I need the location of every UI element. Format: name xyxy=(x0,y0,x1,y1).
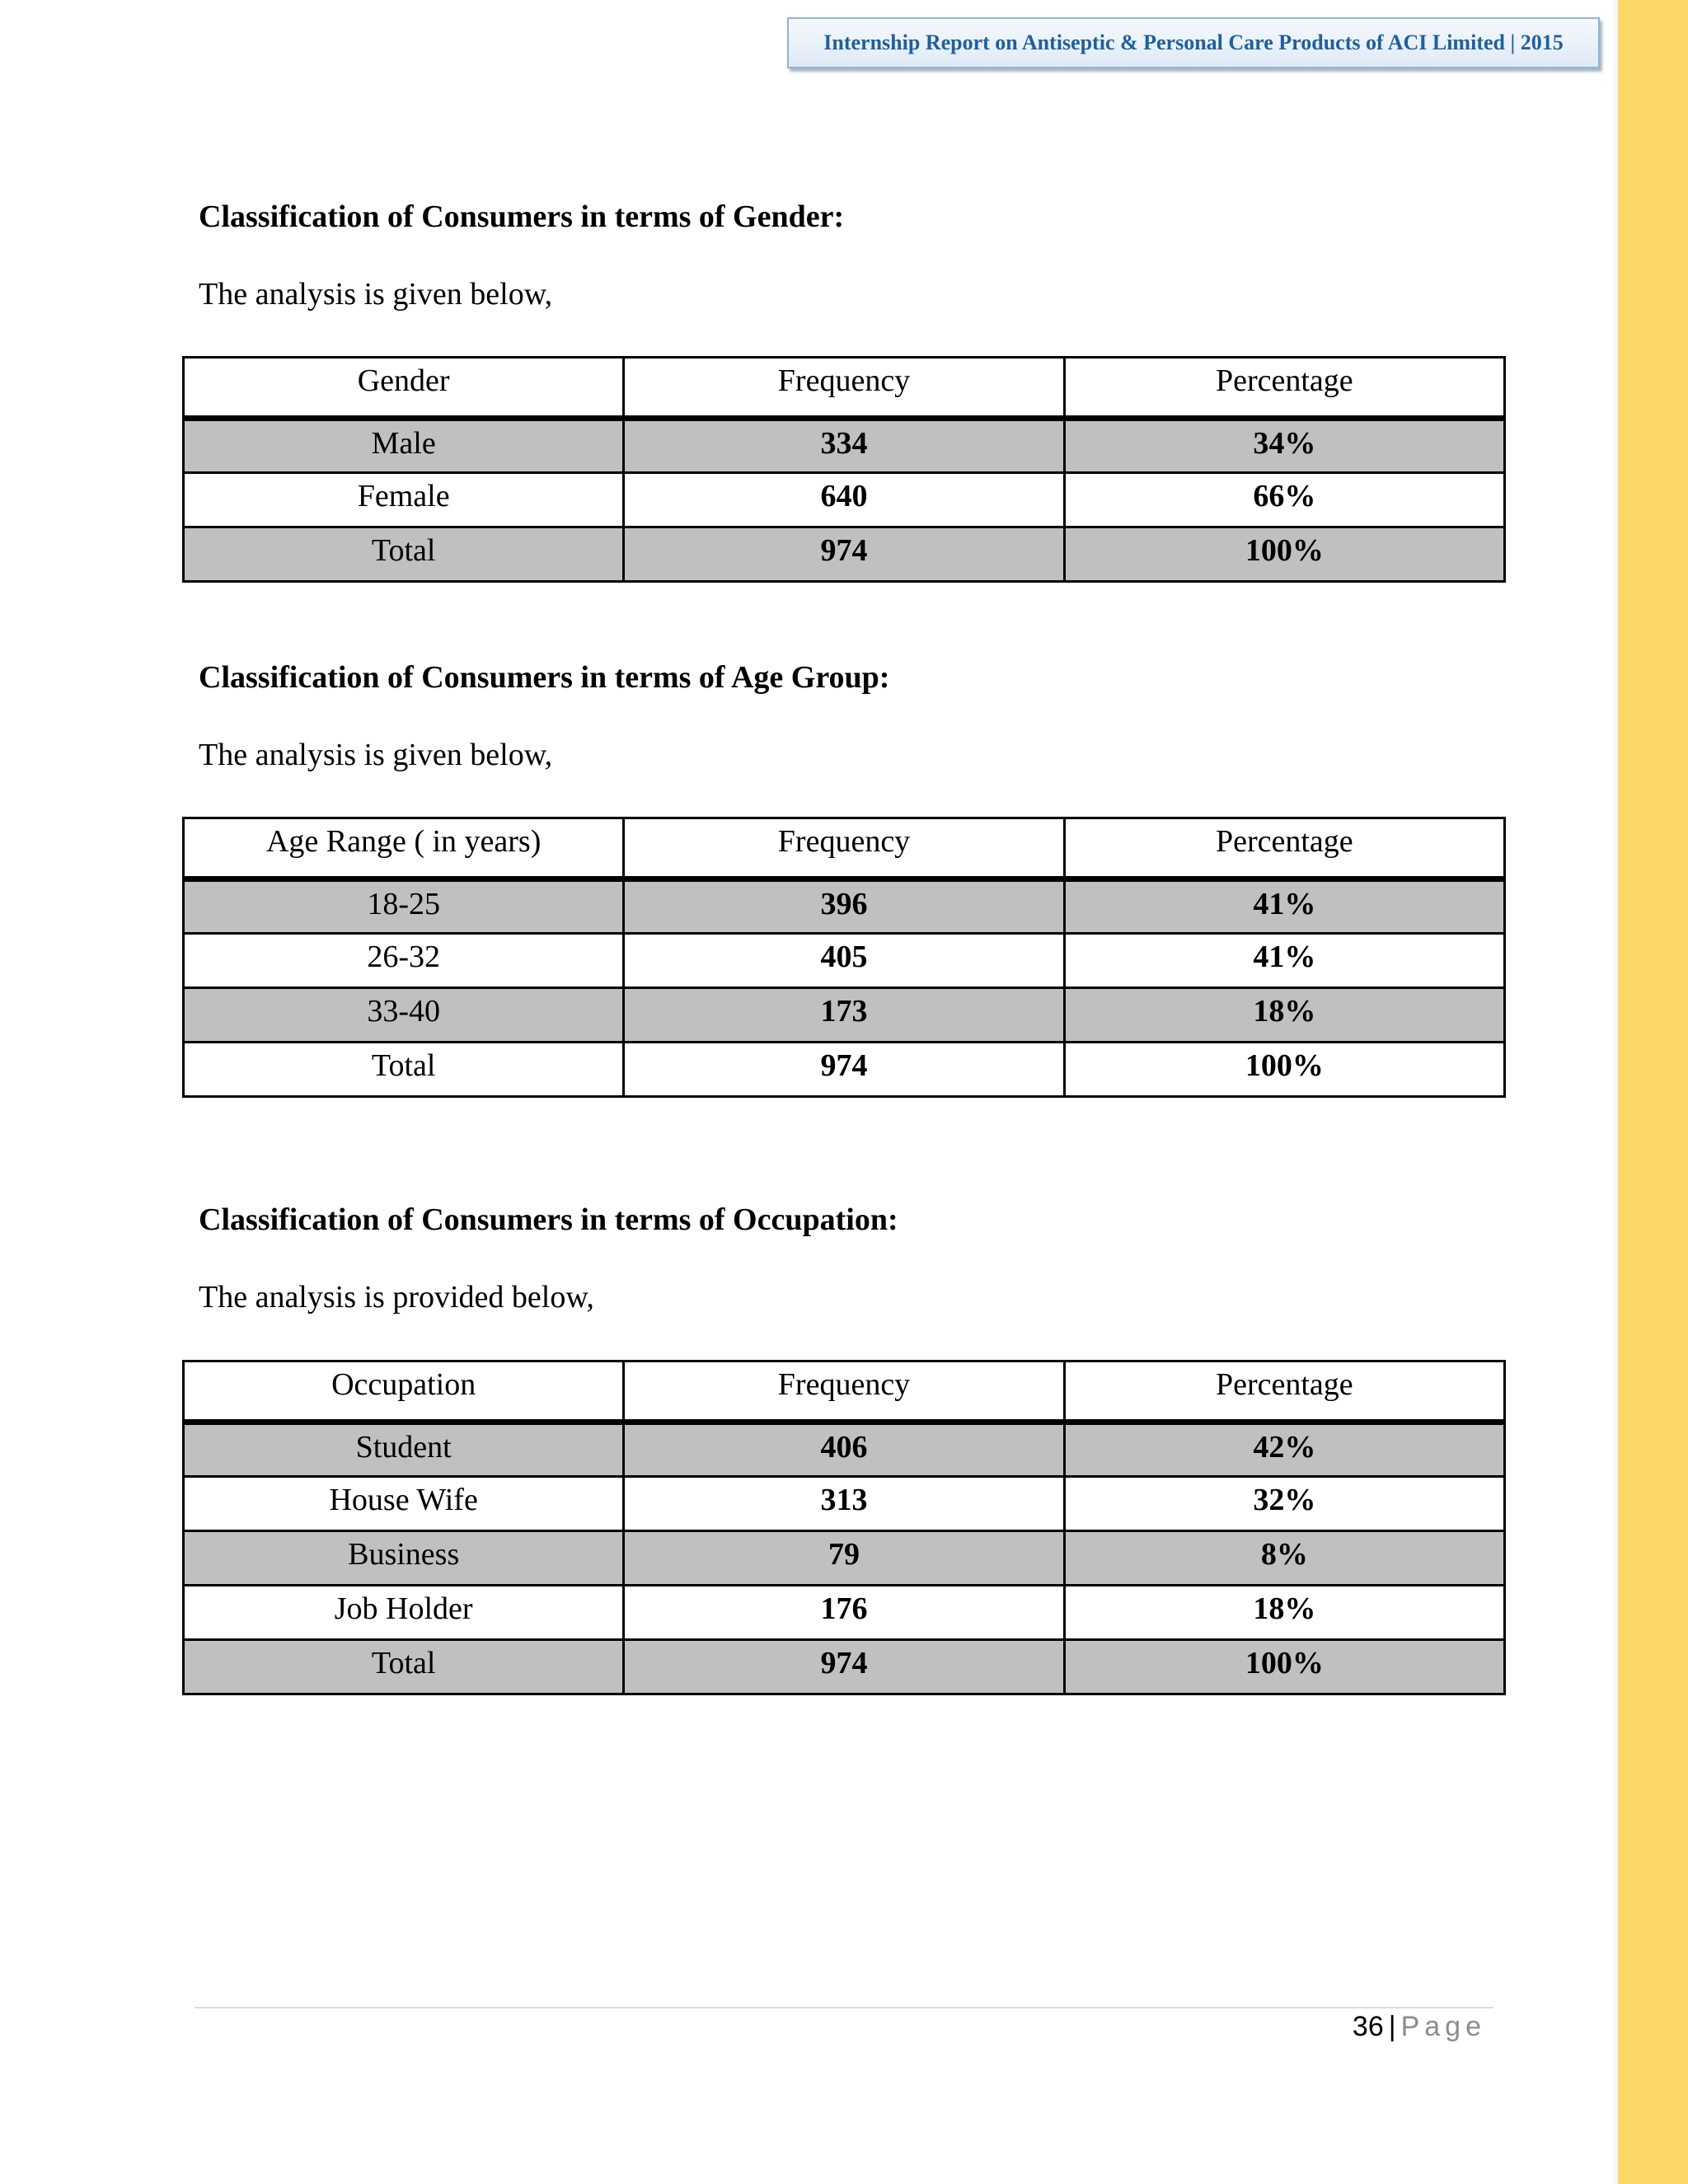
frequency-cell: 79 xyxy=(624,1531,1064,1586)
frequency-cell: 406 xyxy=(624,1422,1064,1477)
percentage-cell: 32% xyxy=(1064,1477,1504,1531)
frequency-cell: 176 xyxy=(624,1586,1064,1640)
percentage-cell: 18% xyxy=(1064,988,1504,1043)
row-label: 33-40 xyxy=(184,988,624,1043)
occupation-section-intro: The analysis is provided below, xyxy=(199,1280,594,1315)
frequency-cell: 974 xyxy=(624,527,1064,582)
table-row xyxy=(184,527,1505,582)
row-label: Total xyxy=(184,1043,624,1097)
frequency-cell: 974 xyxy=(624,1640,1064,1694)
percentage-cell: 41% xyxy=(1064,934,1504,988)
frequency-cell: 640 xyxy=(624,473,1064,527)
running-header xyxy=(787,17,1600,68)
table-row xyxy=(184,1477,1505,1531)
row-label: Job Holder xyxy=(184,1586,624,1640)
frequency-cell: 313 xyxy=(624,1477,1064,1531)
column-header: Frequency xyxy=(624,358,1064,419)
percentage-cell: 100% xyxy=(1064,527,1504,582)
footer-rule xyxy=(195,2007,1493,2008)
row-label: Total xyxy=(184,527,624,582)
percentage-cell: 66% xyxy=(1064,473,1504,527)
gender-section-intro: The analysis is given below, xyxy=(199,277,553,312)
column-header: Occupation xyxy=(184,1361,624,1422)
percentage-cell: 42% xyxy=(1064,1422,1504,1477)
table-header-row xyxy=(184,1361,1505,1422)
percentage-cell: 18% xyxy=(1064,1586,1504,1640)
row-label: 26-32 xyxy=(184,934,624,988)
row-label: Student xyxy=(184,1422,624,1477)
column-header: Age Range ( in years) xyxy=(184,818,624,879)
page-word: Page xyxy=(1400,2011,1486,2042)
column-header: Frequency xyxy=(624,1361,1064,1422)
column-header: Frequency xyxy=(624,818,1064,879)
frequency-cell: 974 xyxy=(624,1043,1064,1097)
frequency-cell: 396 xyxy=(624,879,1064,934)
occupation-table xyxy=(182,1360,1506,1695)
side-color-strip xyxy=(1618,0,1688,2184)
column-header: Percentage xyxy=(1064,1361,1504,1422)
percentage-cell: 8% xyxy=(1064,1531,1504,1586)
percentage-cell: 100% xyxy=(1064,1640,1504,1694)
table-header-row xyxy=(184,358,1505,419)
row-label: House Wife xyxy=(184,1477,624,1531)
age-section-heading: Classification of Consumers in terms of Age Group: xyxy=(199,660,890,695)
page-separator: | xyxy=(1388,2011,1396,2042)
frequency-cell: 405 xyxy=(624,934,1064,988)
table-row xyxy=(184,879,1505,934)
table-row xyxy=(184,419,1505,473)
page-number: 36 xyxy=(1352,2011,1384,2042)
column-header: Percentage xyxy=(1064,358,1504,419)
table-row xyxy=(184,473,1505,527)
table-row xyxy=(184,1586,1505,1640)
row-label: Female xyxy=(184,473,624,527)
frequency-cell: 334 xyxy=(624,419,1064,473)
column-header: Percentage xyxy=(1064,818,1504,879)
occupation-section-heading: Classification of Consumers in terms of Occupation: xyxy=(199,1202,898,1237)
percentage-cell: 34% xyxy=(1064,419,1504,473)
table-row xyxy=(184,1640,1505,1694)
table-row xyxy=(184,1531,1505,1586)
table-row xyxy=(184,934,1505,988)
row-label: Male xyxy=(184,419,624,473)
gender-section-heading: Classification of Consumers in terms of Gender: xyxy=(199,199,845,234)
percentage-cell: 41% xyxy=(1064,879,1504,934)
table-row xyxy=(184,1422,1505,1477)
table-header-row xyxy=(184,818,1505,879)
age-table xyxy=(182,817,1506,1098)
row-label: Business xyxy=(184,1531,624,1586)
row-label: 18-25 xyxy=(184,879,624,934)
page-edge-shadow xyxy=(1611,0,1618,2184)
table-row xyxy=(184,1043,1505,1097)
gender-table xyxy=(182,356,1506,583)
age-section-intro: The analysis is given below, xyxy=(199,738,553,772)
frequency-cell: 173 xyxy=(624,988,1064,1043)
percentage-cell: 100% xyxy=(1064,1043,1504,1097)
column-header: Gender xyxy=(184,358,624,419)
running-header-text: Internship Report on Antiseptic & Personal Care Products of ACI Limited | 2015 xyxy=(823,30,1564,54)
table-row xyxy=(184,988,1505,1043)
row-label: Total xyxy=(184,1640,624,1694)
page-footer xyxy=(1338,2011,1486,2043)
